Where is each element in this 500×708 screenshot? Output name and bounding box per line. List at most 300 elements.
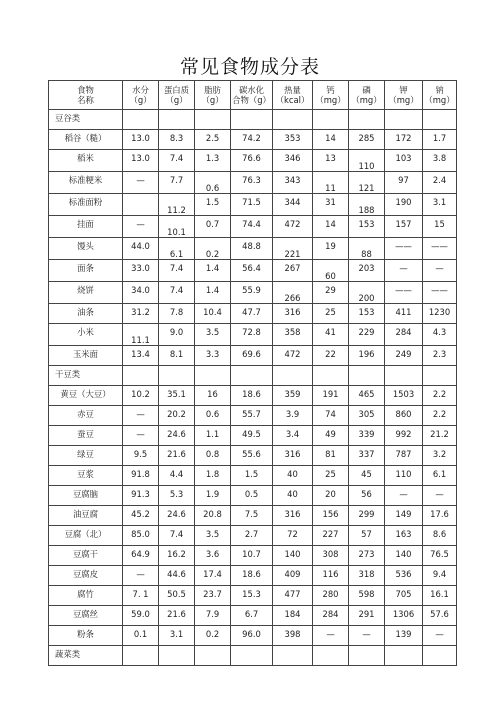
cell-carbohydrate: 69.6	[231, 346, 273, 366]
cell-calcium: 13	[313, 150, 349, 172]
column-header-line: （mg）	[315, 95, 346, 105]
column-header-food-name	[49, 81, 123, 110]
food-name-cell: 蚕豆	[49, 426, 123, 446]
cell-protein: 6.1	[159, 238, 195, 260]
cell-phosphorus: 273	[349, 546, 385, 566]
cell-potassium: 1503	[385, 386, 423, 406]
cell-carbohydrate: 55.9	[231, 282, 273, 304]
cell-sodium: 3.2	[423, 446, 457, 466]
cell-water: 31.2	[123, 304, 159, 324]
cell-water: 45.2	[123, 506, 159, 526]
table-row	[49, 406, 457, 426]
cell-sodium	[423, 646, 457, 666]
cell-phosphorus: 153	[349, 304, 385, 324]
cell-sodium: 57.6	[423, 606, 457, 626]
cell-carbohydrate: 47.7	[231, 304, 273, 324]
cell-sodium: 9.4	[423, 566, 457, 586]
cell-protein: 7.7	[159, 172, 195, 194]
cell-carbohydrate	[231, 110, 273, 130]
column-header-line: 蛋白质	[163, 85, 190, 95]
column-header-energy	[273, 81, 313, 110]
cell-carbohydrate: 18.6	[231, 386, 273, 406]
cell-potassium	[385, 366, 423, 386]
cell-sodium: 4.3	[423, 324, 457, 346]
cell-fat: 3.5	[195, 324, 231, 346]
column-header-line: 食物	[77, 85, 94, 95]
cell-sodium: 3.1	[423, 194, 457, 216]
cell-potassium: 1306	[385, 606, 423, 626]
cell-carbohydrate: 76.3	[231, 172, 273, 194]
cell-energy: 472	[273, 216, 313, 238]
cell-sodium: 17.6	[423, 506, 457, 526]
cell-calcium: 22	[313, 346, 349, 366]
cell-potassium: 97	[385, 172, 423, 194]
cell-protein: 8.1	[159, 346, 195, 366]
table-row	[49, 172, 457, 194]
column-header-line: （g）	[165, 95, 188, 105]
cell-water: —	[123, 172, 159, 194]
column-header-protein	[159, 81, 195, 110]
cell-calcium: 19	[313, 238, 349, 260]
cell-carbohydrate: 0.5	[231, 486, 273, 506]
cell-water: 59.0	[123, 606, 159, 626]
category-row	[49, 366, 457, 386]
cell-fat: 0.7	[195, 216, 231, 238]
cell-protein: 35.1	[159, 386, 195, 406]
cell-potassium: ——	[385, 282, 423, 304]
food-name-cell: 馒头	[49, 238, 123, 260]
cell-calcium: 227	[313, 526, 349, 546]
cell-protein: 50.5	[159, 586, 195, 606]
cell-protein: 4.4	[159, 466, 195, 486]
food-name-cell: 豆腐干	[49, 546, 123, 566]
food-name-cell: 豆腐丝	[49, 606, 123, 626]
cell-protein: 7.4	[159, 282, 195, 304]
table-row	[49, 238, 457, 260]
cell-protein: 16.2	[159, 546, 195, 566]
cell-carbohydrate: 56.4	[231, 260, 273, 282]
cell-sodium: 21.2	[423, 426, 457, 446]
cell-water: 9.5	[123, 446, 159, 466]
cell-fat: 23.7	[195, 586, 231, 606]
cell-protein	[159, 110, 195, 130]
cell-water: 0.1	[123, 626, 159, 646]
cell-phosphorus: 200	[349, 282, 385, 304]
table-row	[49, 386, 457, 406]
cell-potassium: —	[385, 486, 423, 506]
cell-potassium: 157	[385, 216, 423, 238]
cell-carbohydrate: 96.0	[231, 626, 273, 646]
cell-water: 7. 1	[123, 586, 159, 606]
cell-calcium: 25	[313, 304, 349, 324]
cell-fat: 3.5	[195, 526, 231, 546]
food-name-cell: 稻谷（糙）	[49, 130, 123, 150]
table-row	[49, 586, 457, 606]
column-header-phosphorus	[349, 81, 385, 110]
table-row	[49, 346, 457, 366]
cell-fat: 1.4	[195, 260, 231, 282]
cell-phosphorus: 285	[349, 130, 385, 150]
cell-sodium	[423, 110, 457, 130]
cell-calcium: 74	[313, 406, 349, 426]
cell-protein: 21.6	[159, 606, 195, 626]
cell-water	[123, 366, 159, 386]
cell-fat: 0.2	[195, 238, 231, 260]
cell-energy: 316	[273, 446, 313, 466]
cell-calcium: 156	[313, 506, 349, 526]
food-name-cell: 赤豆	[49, 406, 123, 426]
food-name-cell: 小米	[49, 324, 123, 346]
cell-calcium: 308	[313, 546, 349, 566]
table-row	[49, 506, 457, 526]
cell-phosphorus: 229	[349, 324, 385, 346]
cell-energy: 40	[273, 466, 313, 486]
cell-protein: 3.1	[159, 626, 195, 646]
cell-phosphorus: 45	[349, 466, 385, 486]
food-name-cell: 豆腐脑	[49, 486, 123, 506]
cell-water: —	[123, 566, 159, 586]
cell-potassium: 140	[385, 546, 423, 566]
cell-water	[123, 194, 159, 216]
cell-protein: 11.2	[159, 194, 195, 216]
column-header-line: （mg）	[388, 95, 419, 105]
cell-carbohydrate: 10.7	[231, 546, 273, 566]
column-header-line: （g）	[201, 95, 224, 105]
cell-potassium	[385, 110, 423, 130]
cell-fat: 1.5	[195, 194, 231, 216]
cell-water: 85.0	[123, 526, 159, 546]
food-name-cell: 粉条	[49, 626, 123, 646]
cell-phosphorus	[349, 646, 385, 666]
cell-energy: 344	[273, 194, 313, 216]
cell-energy	[273, 110, 313, 130]
cell-carbohydrate: 55.7	[231, 406, 273, 426]
cell-energy	[273, 646, 313, 666]
cell-phosphorus: 291	[349, 606, 385, 626]
cell-energy: 359	[273, 386, 313, 406]
cell-carbohydrate	[231, 366, 273, 386]
cell-protein: 24.6	[159, 426, 195, 446]
cell-fat: 7.9	[195, 606, 231, 626]
cell-water: 91.8	[123, 466, 159, 486]
category-label: 蔬菜类	[49, 646, 123, 666]
table-row	[49, 150, 457, 172]
cell-protein: 5.3	[159, 486, 195, 506]
cell-potassium: —	[385, 260, 423, 282]
food-name-cell: 面条	[49, 260, 123, 282]
cell-carbohydrate	[231, 646, 273, 666]
cell-sodium: —	[423, 486, 457, 506]
cell-energy: 140	[273, 546, 313, 566]
cell-fat: 1.8	[195, 466, 231, 486]
cell-sodium: 6.1	[423, 466, 457, 486]
cell-calcium: 116	[313, 566, 349, 586]
cell-calcium	[313, 110, 349, 130]
cell-fat	[195, 366, 231, 386]
cell-energy: 343	[273, 172, 313, 194]
cell-carbohydrate: 49.5	[231, 426, 273, 446]
food-name-cell: 豆浆	[49, 466, 123, 486]
cell-phosphorus: 465	[349, 386, 385, 406]
cell-carbohydrate: 74.2	[231, 130, 273, 150]
cell-phosphorus: 57	[349, 526, 385, 546]
cell-potassium: 103	[385, 150, 423, 172]
column-header-line: 水分	[132, 85, 149, 95]
cell-sodium: ——	[423, 282, 457, 304]
cell-sodium: 76.5	[423, 546, 457, 566]
cell-potassium: 139	[385, 626, 423, 646]
cell-phosphorus: 299	[349, 506, 385, 526]
cell-phosphorus: 110	[349, 150, 385, 172]
cell-protein: 7.4	[159, 526, 195, 546]
cell-phosphorus: 153	[349, 216, 385, 238]
cell-carbohydrate: 1.5	[231, 466, 273, 486]
cell-potassium: 411	[385, 304, 423, 324]
cell-potassium: 536	[385, 566, 423, 586]
cell-sodium: 16.1	[423, 586, 457, 606]
cell-protein	[159, 646, 195, 666]
cell-protein: 7.8	[159, 304, 195, 324]
cell-calcium: 14	[313, 216, 349, 238]
cell-energy: 72	[273, 526, 313, 546]
cell-calcium: —	[313, 626, 349, 646]
cell-calcium: 60	[313, 260, 349, 282]
food-name-cell: 标准面粉	[49, 194, 123, 216]
column-header-carbohydrate	[231, 81, 273, 110]
food-name-cell: 玉米面	[49, 346, 123, 366]
cell-sodium: 2.2	[423, 406, 457, 426]
cell-phosphorus: 339	[349, 426, 385, 446]
food-name-cell: 稻米	[49, 150, 123, 172]
cell-phosphorus: 305	[349, 406, 385, 426]
table-row	[49, 546, 457, 566]
food-name-cell: 黄豆（大豆）	[49, 386, 123, 406]
cell-water: —	[123, 406, 159, 426]
cell-carbohydrate: 6.7	[231, 606, 273, 626]
cell-fat	[195, 646, 231, 666]
cell-calcium: 280	[313, 586, 349, 606]
cell-carbohydrate: 2.7	[231, 526, 273, 546]
column-header-calcium	[313, 81, 349, 110]
cell-phosphorus: 318	[349, 566, 385, 586]
cell-carbohydrate: 55.6	[231, 446, 273, 466]
cell-energy: 358	[273, 324, 313, 346]
food-name-cell: 绿豆	[49, 446, 123, 466]
cell-potassium: 787	[385, 446, 423, 466]
column-header-line: （kcal）	[275, 95, 310, 105]
table-row	[49, 130, 457, 150]
table-row	[49, 260, 457, 282]
column-header-line: （mg）	[351, 95, 382, 105]
food-name-cell: 挂面	[49, 216, 123, 238]
cell-protein: 7.4	[159, 260, 195, 282]
cell-water: 13.4	[123, 346, 159, 366]
cell-potassium: 249	[385, 346, 423, 366]
cell-calcium	[313, 366, 349, 386]
cell-fat: 3.3	[195, 346, 231, 366]
table-row	[49, 282, 457, 304]
cell-carbohydrate: 18.6	[231, 566, 273, 586]
cell-carbohydrate: 7.5	[231, 506, 273, 526]
cell-potassium: 163	[385, 526, 423, 546]
food-name-cell: 烧饼	[49, 282, 123, 304]
table-row	[49, 566, 457, 586]
cell-fat: 0.2	[195, 626, 231, 646]
cell-calcium: 25	[313, 466, 349, 486]
cell-calcium: 81	[313, 446, 349, 466]
cell-carbohydrate: 76.6	[231, 150, 273, 172]
cell-water: 64.9	[123, 546, 159, 566]
cell-sodium	[423, 366, 457, 386]
cell-fat: 1.3	[195, 150, 231, 172]
cell-water: 34.0	[123, 282, 159, 304]
cell-protein	[159, 366, 195, 386]
cell-fat: 0.8	[195, 446, 231, 466]
column-header-potassium	[385, 81, 423, 110]
cell-fat: 1.1	[195, 426, 231, 446]
cell-energy: 184	[273, 606, 313, 626]
cell-protein: 8.3	[159, 130, 195, 150]
column-header-line: （g）	[129, 95, 152, 105]
cell-calcium: 14	[313, 130, 349, 150]
table-row	[49, 304, 457, 324]
cell-calcium: 41	[313, 324, 349, 346]
table-row	[49, 324, 457, 346]
cell-potassium: 172	[385, 130, 423, 150]
cell-potassium: 705	[385, 586, 423, 606]
table-row	[49, 486, 457, 506]
cell-calcium: 31	[313, 194, 349, 216]
cell-sodium: —	[423, 626, 457, 646]
food-name-cell: 豆腐（北）	[49, 526, 123, 546]
cell-fat: 0.6	[195, 406, 231, 426]
column-header-fat	[195, 81, 231, 110]
cell-calcium: 20	[313, 486, 349, 506]
column-header-line: 脂肪	[204, 85, 221, 95]
cell-energy: 398	[273, 626, 313, 646]
cell-water	[123, 646, 159, 666]
cell-sodium: 2.4	[423, 172, 457, 194]
category-label: 干豆类	[49, 366, 123, 386]
column-header-line: （mg）	[424, 95, 455, 105]
cell-potassium: 110	[385, 466, 423, 486]
cell-carbohydrate: 72.8	[231, 324, 273, 346]
cell-potassium: 190	[385, 194, 423, 216]
cell-fat: 1.4	[195, 282, 231, 304]
cell-fat: 3.6	[195, 546, 231, 566]
cell-calcium: 191	[313, 386, 349, 406]
cell-protein: 9.0	[159, 324, 195, 346]
column-header-line: 钙	[326, 85, 335, 95]
column-header-line: 钠	[435, 85, 444, 95]
food-composition-table	[48, 80, 457, 666]
cell-calcium	[313, 646, 349, 666]
cell-fat	[195, 110, 231, 130]
cell-energy: 266	[273, 282, 313, 304]
column-header-line: 碳水化	[238, 85, 265, 95]
cell-energy: 40	[273, 486, 313, 506]
table-row	[49, 446, 457, 466]
cell-carbohydrate: 48.8	[231, 238, 273, 260]
cell-calcium: 11	[313, 172, 349, 194]
cell-sodium: 1.7	[423, 130, 457, 150]
cell-sodium: 15	[423, 216, 457, 238]
food-name-cell: 标准粳米	[49, 172, 123, 194]
cell-water: 11.1	[123, 324, 159, 346]
cell-energy: 3.4	[273, 426, 313, 446]
cell-phosphorus: —	[349, 626, 385, 646]
cell-energy: 353	[273, 130, 313, 150]
column-header-line: 热量	[284, 85, 301, 95]
cell-fat: 0.6	[195, 172, 231, 194]
cell-energy: 346	[273, 150, 313, 172]
cell-phosphorus: 188	[349, 194, 385, 216]
column-header-line: 磷	[362, 85, 371, 95]
cell-sodium: 1230	[423, 304, 457, 324]
cell-phosphorus	[349, 110, 385, 130]
cell-phosphorus	[349, 366, 385, 386]
table-row	[49, 626, 457, 646]
cell-potassium: 860	[385, 406, 423, 426]
cell-phosphorus: 56	[349, 486, 385, 506]
cell-sodium: ——	[423, 238, 457, 260]
cell-energy: 316	[273, 506, 313, 526]
cell-sodium: —	[423, 260, 457, 282]
table-row	[49, 426, 457, 446]
cell-fat: 10.4	[195, 304, 231, 324]
cell-potassium: 992	[385, 426, 423, 446]
cell-protein: 21.6	[159, 446, 195, 466]
cell-energy: 221	[273, 238, 313, 260]
cell-energy: 477	[273, 586, 313, 606]
cell-carbohydrate: 74.4	[231, 216, 273, 238]
cell-protein: 7.4	[159, 150, 195, 172]
cell-sodium: 2.3	[423, 346, 457, 366]
cell-energy: 472	[273, 346, 313, 366]
cell-carbohydrate: 71.5	[231, 194, 273, 216]
cell-calcium: 29	[313, 282, 349, 304]
table-row	[49, 526, 457, 546]
cell-water: 44.0	[123, 238, 159, 260]
cell-potassium	[385, 646, 423, 666]
cell-energy: 3.9	[273, 406, 313, 426]
table-row	[49, 466, 457, 486]
cell-water: 10.2	[123, 386, 159, 406]
cell-potassium: 149	[385, 506, 423, 526]
column-header-line: 钾	[399, 85, 408, 95]
category-row	[49, 110, 457, 130]
cell-fat: 20.8	[195, 506, 231, 526]
cell-protein: 10.1	[159, 216, 195, 238]
table-row	[49, 606, 457, 626]
cell-phosphorus: 203	[349, 260, 385, 282]
category-label: 豆谷类	[49, 110, 123, 130]
cell-energy: 409	[273, 566, 313, 586]
food-name-cell: 油条	[49, 304, 123, 324]
cell-sodium: 2.2	[423, 386, 457, 406]
cell-potassium: ——	[385, 238, 423, 260]
category-row	[49, 646, 457, 666]
cell-phosphorus: 121	[349, 172, 385, 194]
cell-energy: 267	[273, 260, 313, 282]
cell-carbohydrate: 15.3	[231, 586, 273, 606]
column-header-water	[123, 81, 159, 110]
cell-protein: 44.6	[159, 566, 195, 586]
cell-water: 13.0	[123, 150, 159, 172]
page-title: 常见食物成分表	[179, 56, 320, 78]
cell-calcium: 49	[313, 426, 349, 446]
cell-protein: 20.2	[159, 406, 195, 426]
